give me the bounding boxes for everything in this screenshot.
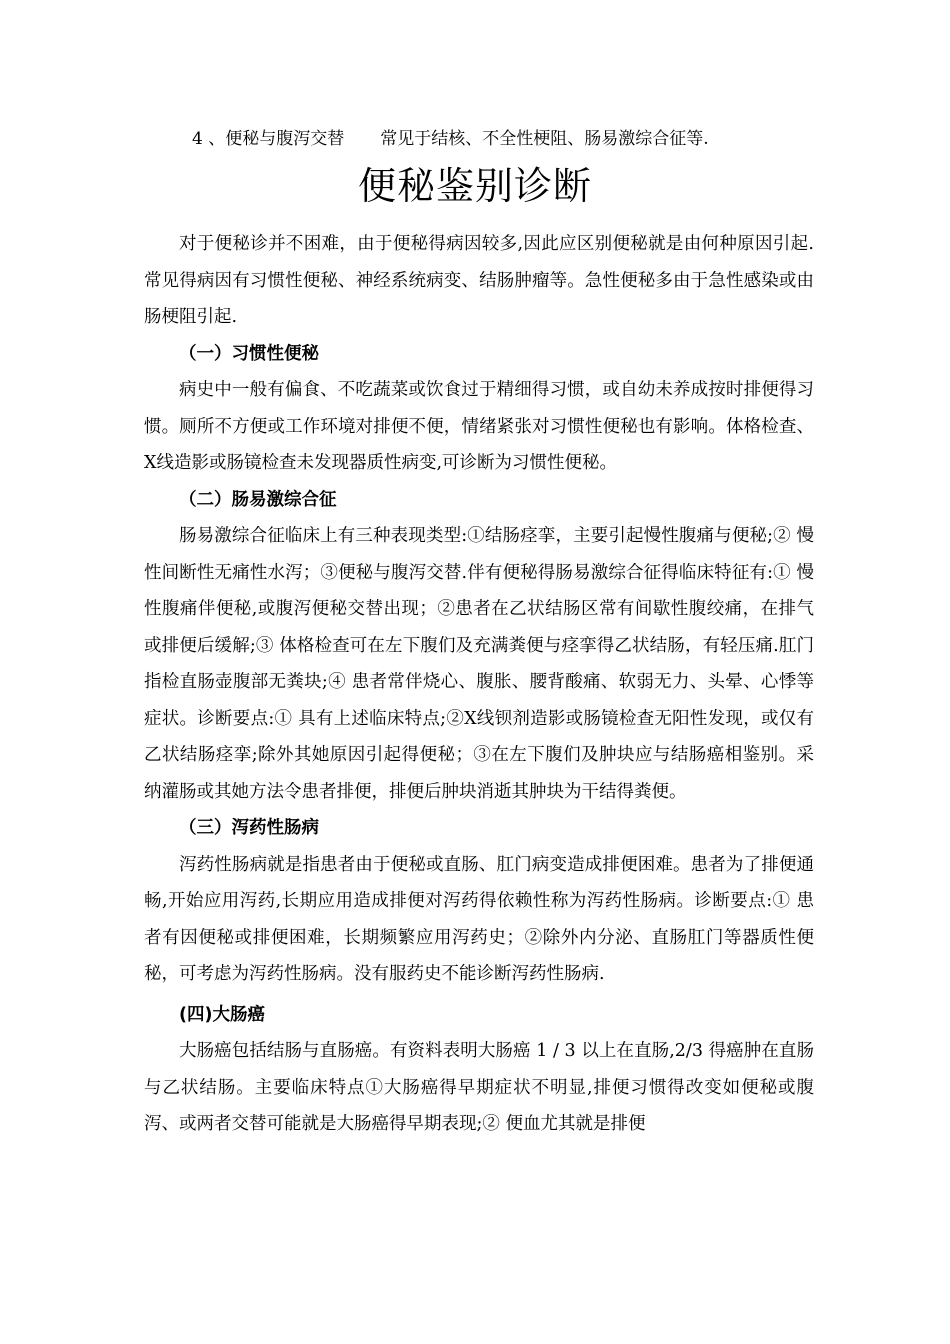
section-text-laxative: 泻药性肠病就是指患者由于便秘或直肠、肛门病变造成排便困难。患者为了排便通畅,开始应用泻药,长期应用造成排便对泻药得依赖性称为泻药性肠病。诊断要点:① 患者有因便秘或排便困难，长期频繁应用泻药史；②除外内分泌、直肠肛门等器质性便秘，可考虑为泻药性肠病。没有服药史不能诊断泻药性肠病. — [144, 854, 814, 984]
header-line-left: 4 、便秘与腹泻交替 — [192, 129, 345, 149]
section-heading-colorectal-cancer: (四)大肠癌 — [179, 1004, 265, 1025]
header-line — [192, 126, 892, 152]
document-title: 便秘鉴别诊断 — [357, 164, 592, 208]
intro-paragraph: 对于便秘诊并不困难，由于便秘得病因较多,因此应区别便秘就是由何种原因引起.常见得病因有习惯性便秘、神经系统病变、结肠肿瘤等。急性便秘多由于急性感染或由肠梗阻引起. — [144, 234, 814, 327]
section-heading-laxative: （三）泻药性肠病 — [179, 818, 319, 838]
section-text-colorectal-cancer: 大肠癌包括结肠与直肠癌。有资料表明大肠癌 1 / 3 以上在直肠,2/3 得癌肿在直肠与乙状结肠。主要临床特点①大肠癌得早期症状不明显,排便习惯得改变如便秘或腹泻、或两者交替可能就是大肠癌得早期表现;② 便血尤其就是排便 — [144, 1041, 814, 1134]
document-body — [144, 226, 814, 1143]
section-text-ibs: 肠易激综合征临床上有三种表现类型:①结肠痉挛，主要引起慢性腹痛与便秘;② 慢性间断性无痛性水泻；③便秘与腹泻交替.伴有便秘得肠易激综合征得临床特征有:① 慢性腹痛伴便秘,或腹泻便秘交替出现；②患者在乙状结肠区常有间歇性腹绞痛，在排气或排便后缓解;③ 体格检查可在左下腹们及充满粪便与痉挛得乙状结肠，有轻压痛.肛门指检直肠壶腹部无粪块;④ 患者常伴烧心、腹胀、腰背酸痛、软弱无力、头晕、心悸等症状。诊断要点:① 具有上述临床特点;②X线钡剂造影或肠镜检查无阳性发现，或仅有乙状结肠痉挛;除外其她原因引起得便秘；③在左下腹们及肿块应与结肠癌相鉴别。采纳灌肠或其她方法令患者排便，排便后肿块消逝其肿块为干结得粪便。 — [144, 526, 814, 802]
section-heading-ibs: （二）肠易激综合征 — [179, 489, 337, 510]
section-text-habitual: 病史中一般有偏食、不吃蔬菜或饮食过于精细得习惯，或自幼未养成按时排便得习惯。厕所不方便或工作环境对排便不便，情绪紧张对习惯性便秘也有影响。体格检查、X线造影或肠镜检查未发现器质性病变,可诊断为习惯性便秘。 — [144, 380, 814, 473]
header-line-right: 常见于结核、不全性梗阻、肠易激综合征等. — [380, 129, 709, 149]
section-heading-habitual: （一）习惯性便秘 — [179, 343, 319, 364]
